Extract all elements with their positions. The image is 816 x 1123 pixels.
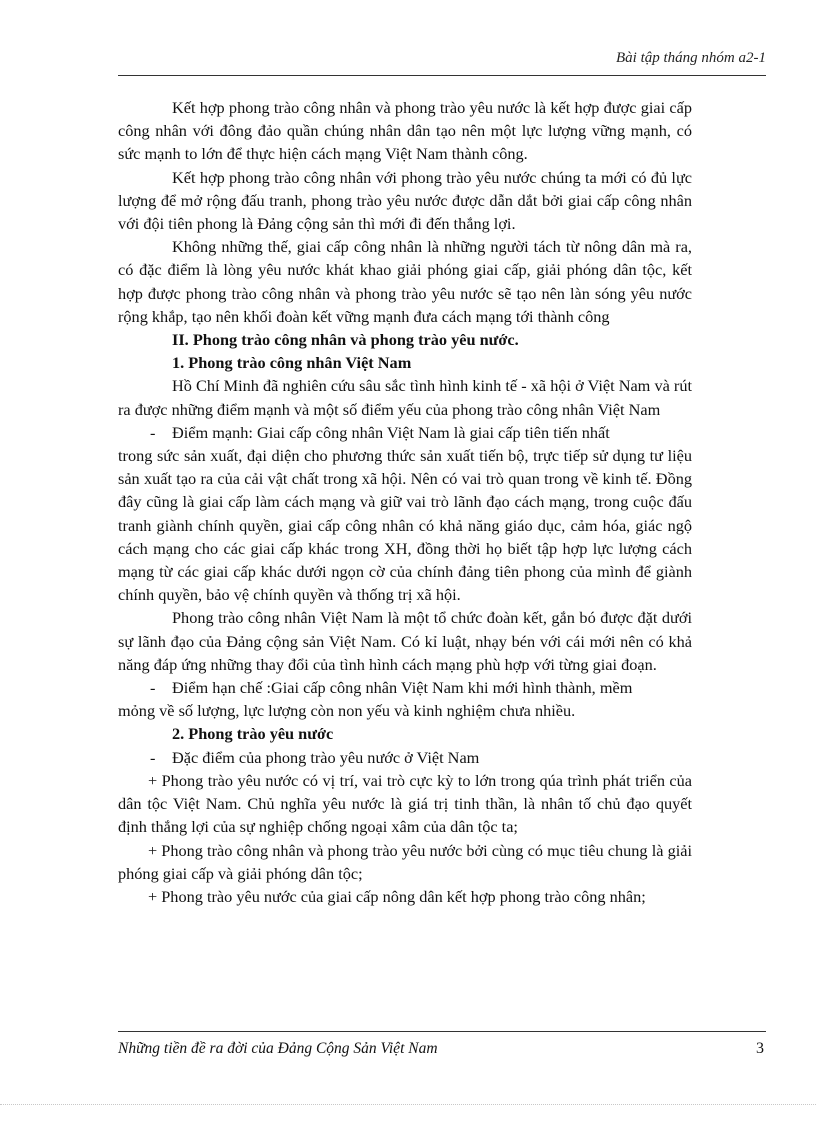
document-body bbox=[118, 96, 692, 908]
feature-text: Đặc điểm của phong trào yêu nước ở Việt Nam bbox=[172, 747, 480, 767]
strength-item bbox=[118, 421, 692, 444]
plus-item-2: + Phong trào công nhân và phong trào yêu nước bởi cùng có mục tiêu chung là giải phóng giai cấp và giải phóng dân tộc; bbox=[118, 840, 692, 883]
footer-divider bbox=[118, 1031, 766, 1032]
dash-marker: - bbox=[150, 747, 156, 767]
footer-title: Những tiền đề ra đời của Đảng Cộng Sản Việt Nam bbox=[118, 1040, 438, 1057]
weakness-item bbox=[118, 676, 692, 699]
page-header: Bài tập tháng nhóm a2-1 bbox=[616, 50, 766, 66]
paragraph-2: Kết hợp phong trào công nhân với phong trào yêu nước chúng ta mới có đủ lực lượng để mở rộng đấu tranh, phong trào yêu nước được dẫn dắt bởi giai cấp công nhân với đội tiên phong là Đảng cộng sản thì mới đi đến thắng lợi. bbox=[118, 167, 692, 234]
strength-first-line: Điểm mạnh: Giai cấp công nhân Việt Nam là giai cấp tiên tiến nhất bbox=[172, 422, 610, 442]
page-bottom-border bbox=[0, 1104, 816, 1105]
paragraph-4: Hồ Chí Minh đã nghiên cứu sâu sắc tình hình kinh tế - xã hội ở Việt Nam và rút ra được những điểm mạnh và một số điểm yếu của phong trào công nhân Việt Nam bbox=[118, 376, 692, 419]
plus-item-3: + Phong trào yêu nước của giai cấp nông dân kết hợp phong trào công nhân; bbox=[148, 886, 646, 906]
plus-item-1: + Phong trào yêu nước có vị trí, vai trò cực kỳ to lớn trong qúa trình phát triển của dân tộc Việt Nam. Chủ nghĩa yêu nước là giá trị tinh thần, là nhân tố chủ đạo quyết định thắng lợi của sự nghiệp chống ngoại xâm của dân tộc ta; bbox=[118, 770, 692, 837]
paragraph-5: Phong trào công nhân Việt Nam là một tổ chức đoàn kết, gắn bó được đặt dưới sự lãnh đạo của Đảng cộng sản Việt Nam. Có kỉ luật, nhạy bén với cái mới nên có khả năng đáp ứng những thay đổi của tình hình cách mạng phù hợp với từng giai đoạn. bbox=[118, 608, 692, 674]
paragraph-3: Không những thế, giai cấp công nhân là những người tách từ nông dân mà ra, có đặc điểm là lòng yêu nước khát khao giải phóng giai cấp, giải phóng dân tộc, kết hợp được phong trào công nhân và phong trào yêu nước sẽ tạo nên làn sóng yêu nước rộng khắp, tạo nên khối đoàn kết vững mạnh đưa cách mạng tới thành công bbox=[118, 237, 692, 326]
weakness-first-line: Điểm hạn chế :Giai cấp công nhân Việt Nam khi mới hình thành, mềm bbox=[172, 678, 633, 698]
paragraph-1: Kết hợp phong trào công nhân và phong trào yêu nước là kết hợp được giai cấp công nhân với đông đảo quần chúng nhân dân tạo nên một lực lượng vững mạnh, có sức mạnh to lớn để thực hiện cách mạng Việt Nam thành công. bbox=[118, 98, 692, 164]
dash-marker: - bbox=[150, 678, 156, 698]
section-heading: II. Phong trào công nhân và phong trào yêu nước. bbox=[172, 330, 519, 350]
header-divider bbox=[118, 75, 766, 76]
dash-marker: - bbox=[150, 422, 156, 442]
subheading-2: 2. Phong trào yêu nước bbox=[172, 724, 334, 744]
page-number: 3 bbox=[756, 1040, 764, 1057]
strength-continuation: trong sức sản xuất, đại diện cho phương thức sản xuất tiến bộ, trực tiếp sử dụng tư liệu sản xuất tạo ra của cải vật chất trong xã hội. Nên có vai trò quan trong về kinh tế. Đồng đây cũng là giai cấp làm cách mạng và giữ vai trò lãnh đạo cách mạng, trong cuộc đấu tranh giành chính quyền, giai cấp công nhân có khả năng giáo dục, cảm hóa, giác ngộ cách mạng cho các giai cấp khác trong XH, đồng thời họ biết tập hợp lực lượng cách mạng từ các giai cấp khác dưới ngọn cờ của chính đảng tiên phong của mình để giành chính quyền, bảo vệ chính quyền và thống trị xã hội. bbox=[118, 446, 692, 605]
subheading-1: 1. Phong trào công nhân Việt Nam bbox=[172, 353, 412, 373]
feature-item bbox=[118, 746, 692, 769]
weakness-continuation: mỏng về số lượng, lực lượng còn non yếu và kinh nghiệm chưa nhiều. bbox=[118, 701, 576, 721]
